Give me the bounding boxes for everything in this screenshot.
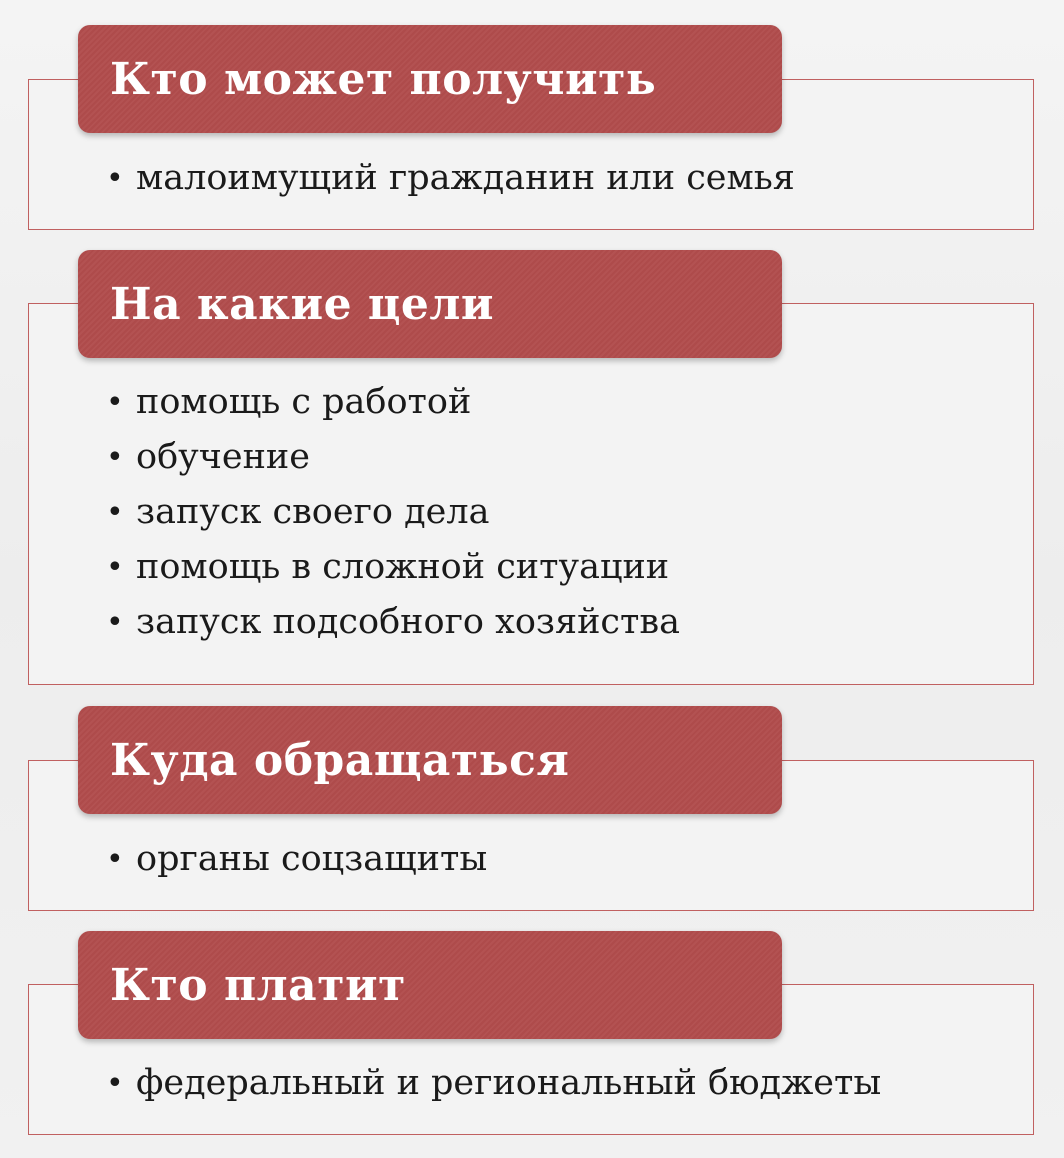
list-item-text: органы соцзащиты [136,839,488,879]
list-item [106,430,680,485]
bullet-icon: • [106,495,124,530]
list-item-text: помощь в сложной ситуации [136,547,670,587]
list-item-text: малоимущий гражданин или семья [136,158,795,198]
section-header [78,250,782,358]
bullet-icon: • [106,550,124,585]
bullet-icon: • [106,605,124,640]
section-header [78,706,782,814]
bullet-icon: • [106,1066,124,1101]
section-title: Кто может получить [110,53,657,105]
bullet-icon: • [106,385,124,420]
section-items [106,151,795,206]
section-items [106,832,487,887]
bullet-icon: • [106,440,124,475]
list-item-text: обучение [136,437,310,477]
list-item-text: запуск своего дела [136,492,490,532]
bullet-icon: • [106,842,124,877]
section-items [106,375,680,650]
bullet-icon: • [106,161,124,196]
section-items [106,1056,881,1111]
list-item-text: федеральный и региональный бюджеты [136,1063,882,1103]
list-item [106,485,680,540]
list-item-text: запуск подсобного хозяйства [136,602,680,642]
list-item [106,151,795,206]
section-header [78,25,782,133]
section-title: Куда обращаться [110,734,570,786]
list-item [106,540,680,595]
list-item [106,595,680,650]
list-item-text: помощь с работой [136,382,472,422]
list-item [106,375,680,430]
section-title: На какие цели [110,278,495,330]
list-item [106,1056,881,1111]
section-header [78,931,782,1039]
section-title: Кто платит [110,959,406,1011]
list-item [106,832,487,887]
